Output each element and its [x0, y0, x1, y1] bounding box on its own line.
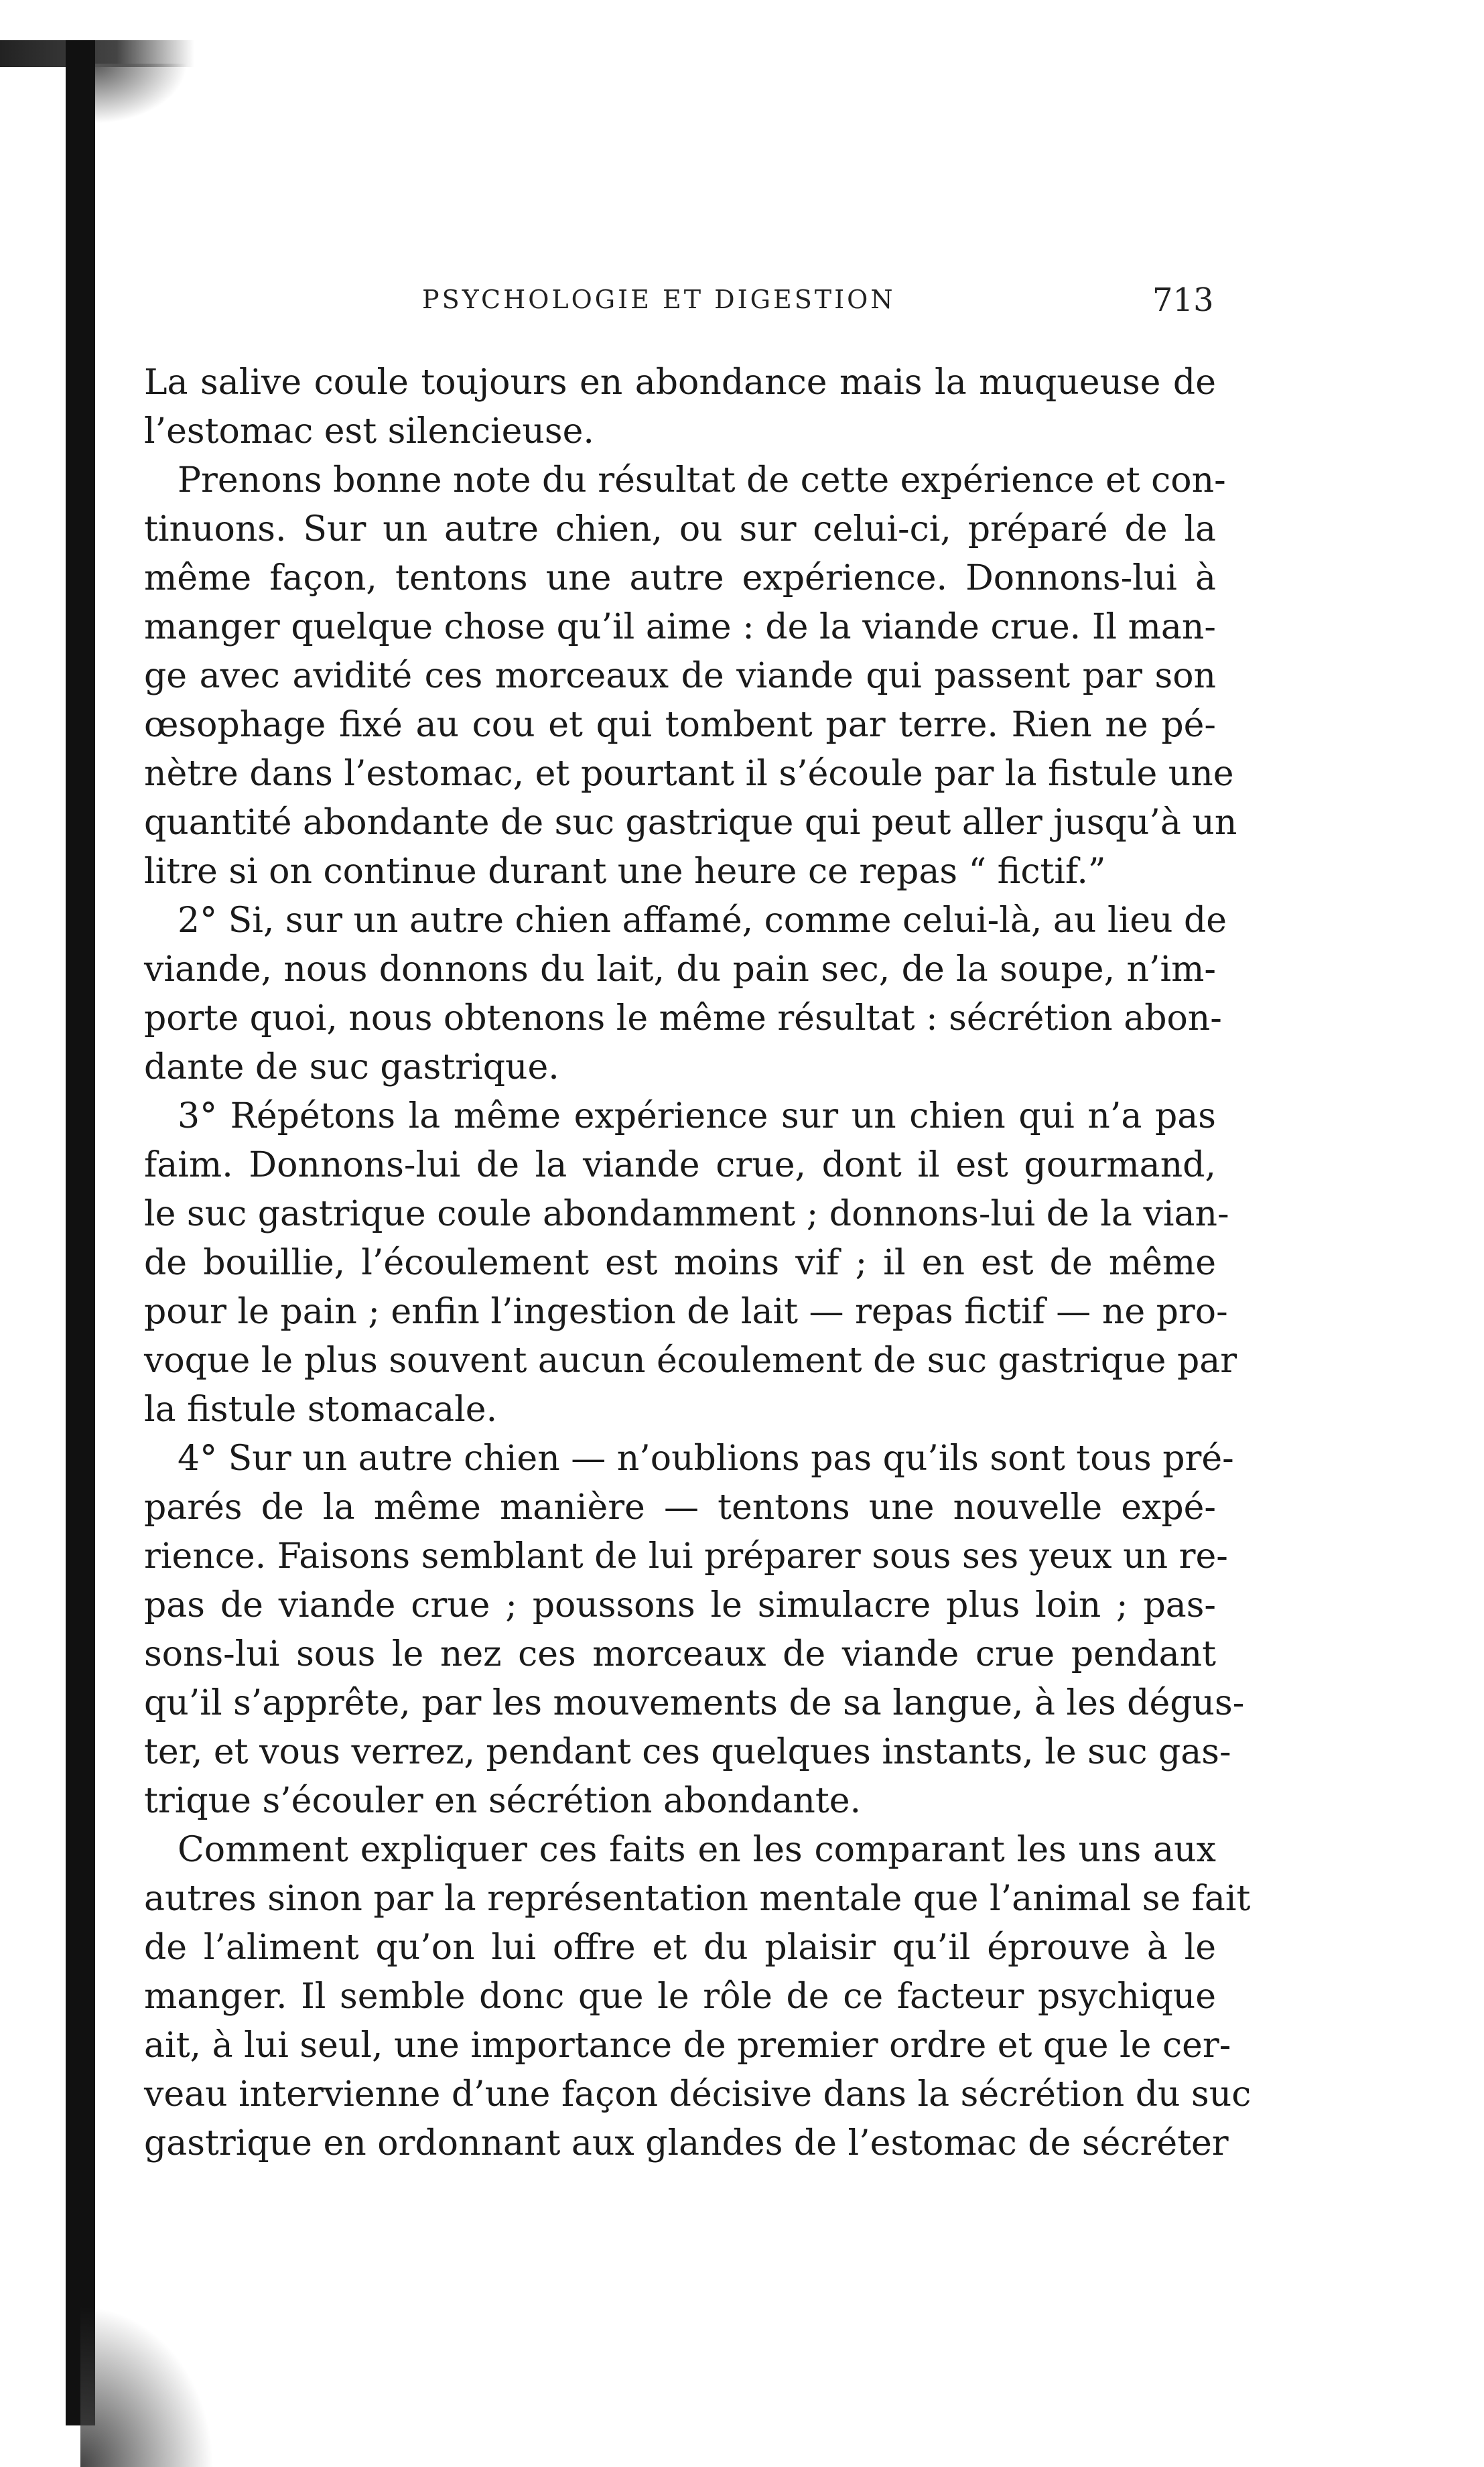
text-line: œsophage fixé au cou et qui tombent par terre. Rien ne pé-	[144, 705, 1216, 745]
text-line: l’estomac est silencieuse.	[144, 411, 594, 452]
text-line: de bouillie, l’écoulement est moins vif ; il en est de même	[144, 1243, 1216, 1283]
text-line: ge avec avidité ces morceaux de viande qui passent par son	[144, 656, 1216, 696]
text-line: sons-lui sous le nez ces morceaux de viande crue pendant	[144, 1634, 1216, 1674]
text-line: ait, à lui seul, une importance de premier ordre et que le cer-	[144, 2025, 1231, 2066]
text-line: autres sinon par la représentation mentale que l’animal se fait	[144, 1879, 1251, 1919]
text-line: pour le pain ; enfin l’ingestion de lait — repas fictif — ne pro-	[144, 1292, 1228, 1332]
text-line: manger quelque chose qu’il aime : de la viande crue. Il man-	[144, 607, 1216, 647]
text-line: 4° Sur un autre chien — n’oublions pas qu’ils sont tous pré-	[178, 1439, 1234, 1479]
text-line: viande, nous donnons du lait, du pain sec, de la soupe, n’im-	[144, 949, 1216, 990]
book-spine-shadow-top-inner	[94, 64, 188, 124]
text-line: 3° Répétons la même expérience sur un chien qui n’a pas	[178, 1096, 1216, 1136]
text-line: La salive coule toujours en abondance mais la muqueuse de	[144, 362, 1216, 403]
text-line: ter, et vous verrez, pendant ces quelques instants, le suc gas-	[144, 1732, 1231, 1772]
book-spine	[66, 40, 95, 2425]
text-line: le suc gastrique coule abondamment ; donnons-lui de la vian-	[144, 1194, 1229, 1234]
text-line: voque le plus souvent aucun écoulement de suc gastrique par	[144, 1341, 1237, 1381]
text-line: dante de suc gastrique.	[144, 1047, 559, 1087]
text-line: qu’il s’apprête, par les mouvements de sa langue, à les dégus-	[144, 1683, 1245, 1723]
text-line: nètre dans l’estomac, et pourtant il s’écoule par la fistule une	[144, 754, 1234, 794]
text-line: trique s’écouler en sécrétion abondante.	[144, 1781, 862, 1821]
book-spine-shadow-bottom	[80, 2305, 214, 2467]
text-line: litre si on continue durant une heure ce repas “ fictif.”	[144, 852, 1106, 892]
text-line: quantité abondante de suc gastrique qui peut aller jusqu’à un	[144, 803, 1237, 843]
text-line: de l’aliment qu’on lui offre et du plaisir qu’il éprouve à le	[144, 1928, 1216, 1968]
text-line: veau intervienne d’une façon décisive dans la sécrétion du suc	[144, 2074, 1252, 2115]
book-spine-shadow-top	[0, 40, 194, 67]
text-line: Comment expliquer ces faits en les comparant les uns aux	[178, 1830, 1216, 1870]
text-line: tinuons. Sur un autre chien, ou sur celui-ci, préparé de la	[144, 509, 1216, 549]
text-line: parés de la même manière — tentons une nouvelle expé-	[144, 1487, 1216, 1528]
running-title: PSYCHOLOGIE ET DIGESTION	[422, 285, 896, 314]
page-number: 713	[1152, 281, 1214, 319]
text-line: la fistule stomacale.	[144, 1390, 498, 1430]
text-line: faim. Donnons-lui de la viande crue, dont il est gourmand,	[144, 1145, 1216, 1185]
text-line: rience. Faisons semblant de lui préparer sous ses yeux un re-	[144, 1536, 1228, 1577]
text-line: gastrique en ordonnant aux glandes de l’estomac de sécréter	[144, 2123, 1229, 2163]
text-line: porte quoi, nous obtenons le même résultat : sécrétion abon-	[144, 998, 1222, 1039]
text-line: 2° Si, sur un autre chien affamé, comme celui-là, au lieu de	[178, 901, 1227, 941]
text-line: manger. Il semble donc que le rôle de ce facteur psychique	[144, 1977, 1216, 2017]
page-text	[144, 358, 1252, 2168]
text-line: pas de viande crue ; poussons le simulacre plus loin ; pas-	[144, 1585, 1216, 1625]
text-line: Prenons bonne note du résultat de cette expérience et con-	[178, 460, 1226, 501]
text-line: même façon, tentons une autre expérience. Donnons-lui à	[144, 558, 1216, 598]
